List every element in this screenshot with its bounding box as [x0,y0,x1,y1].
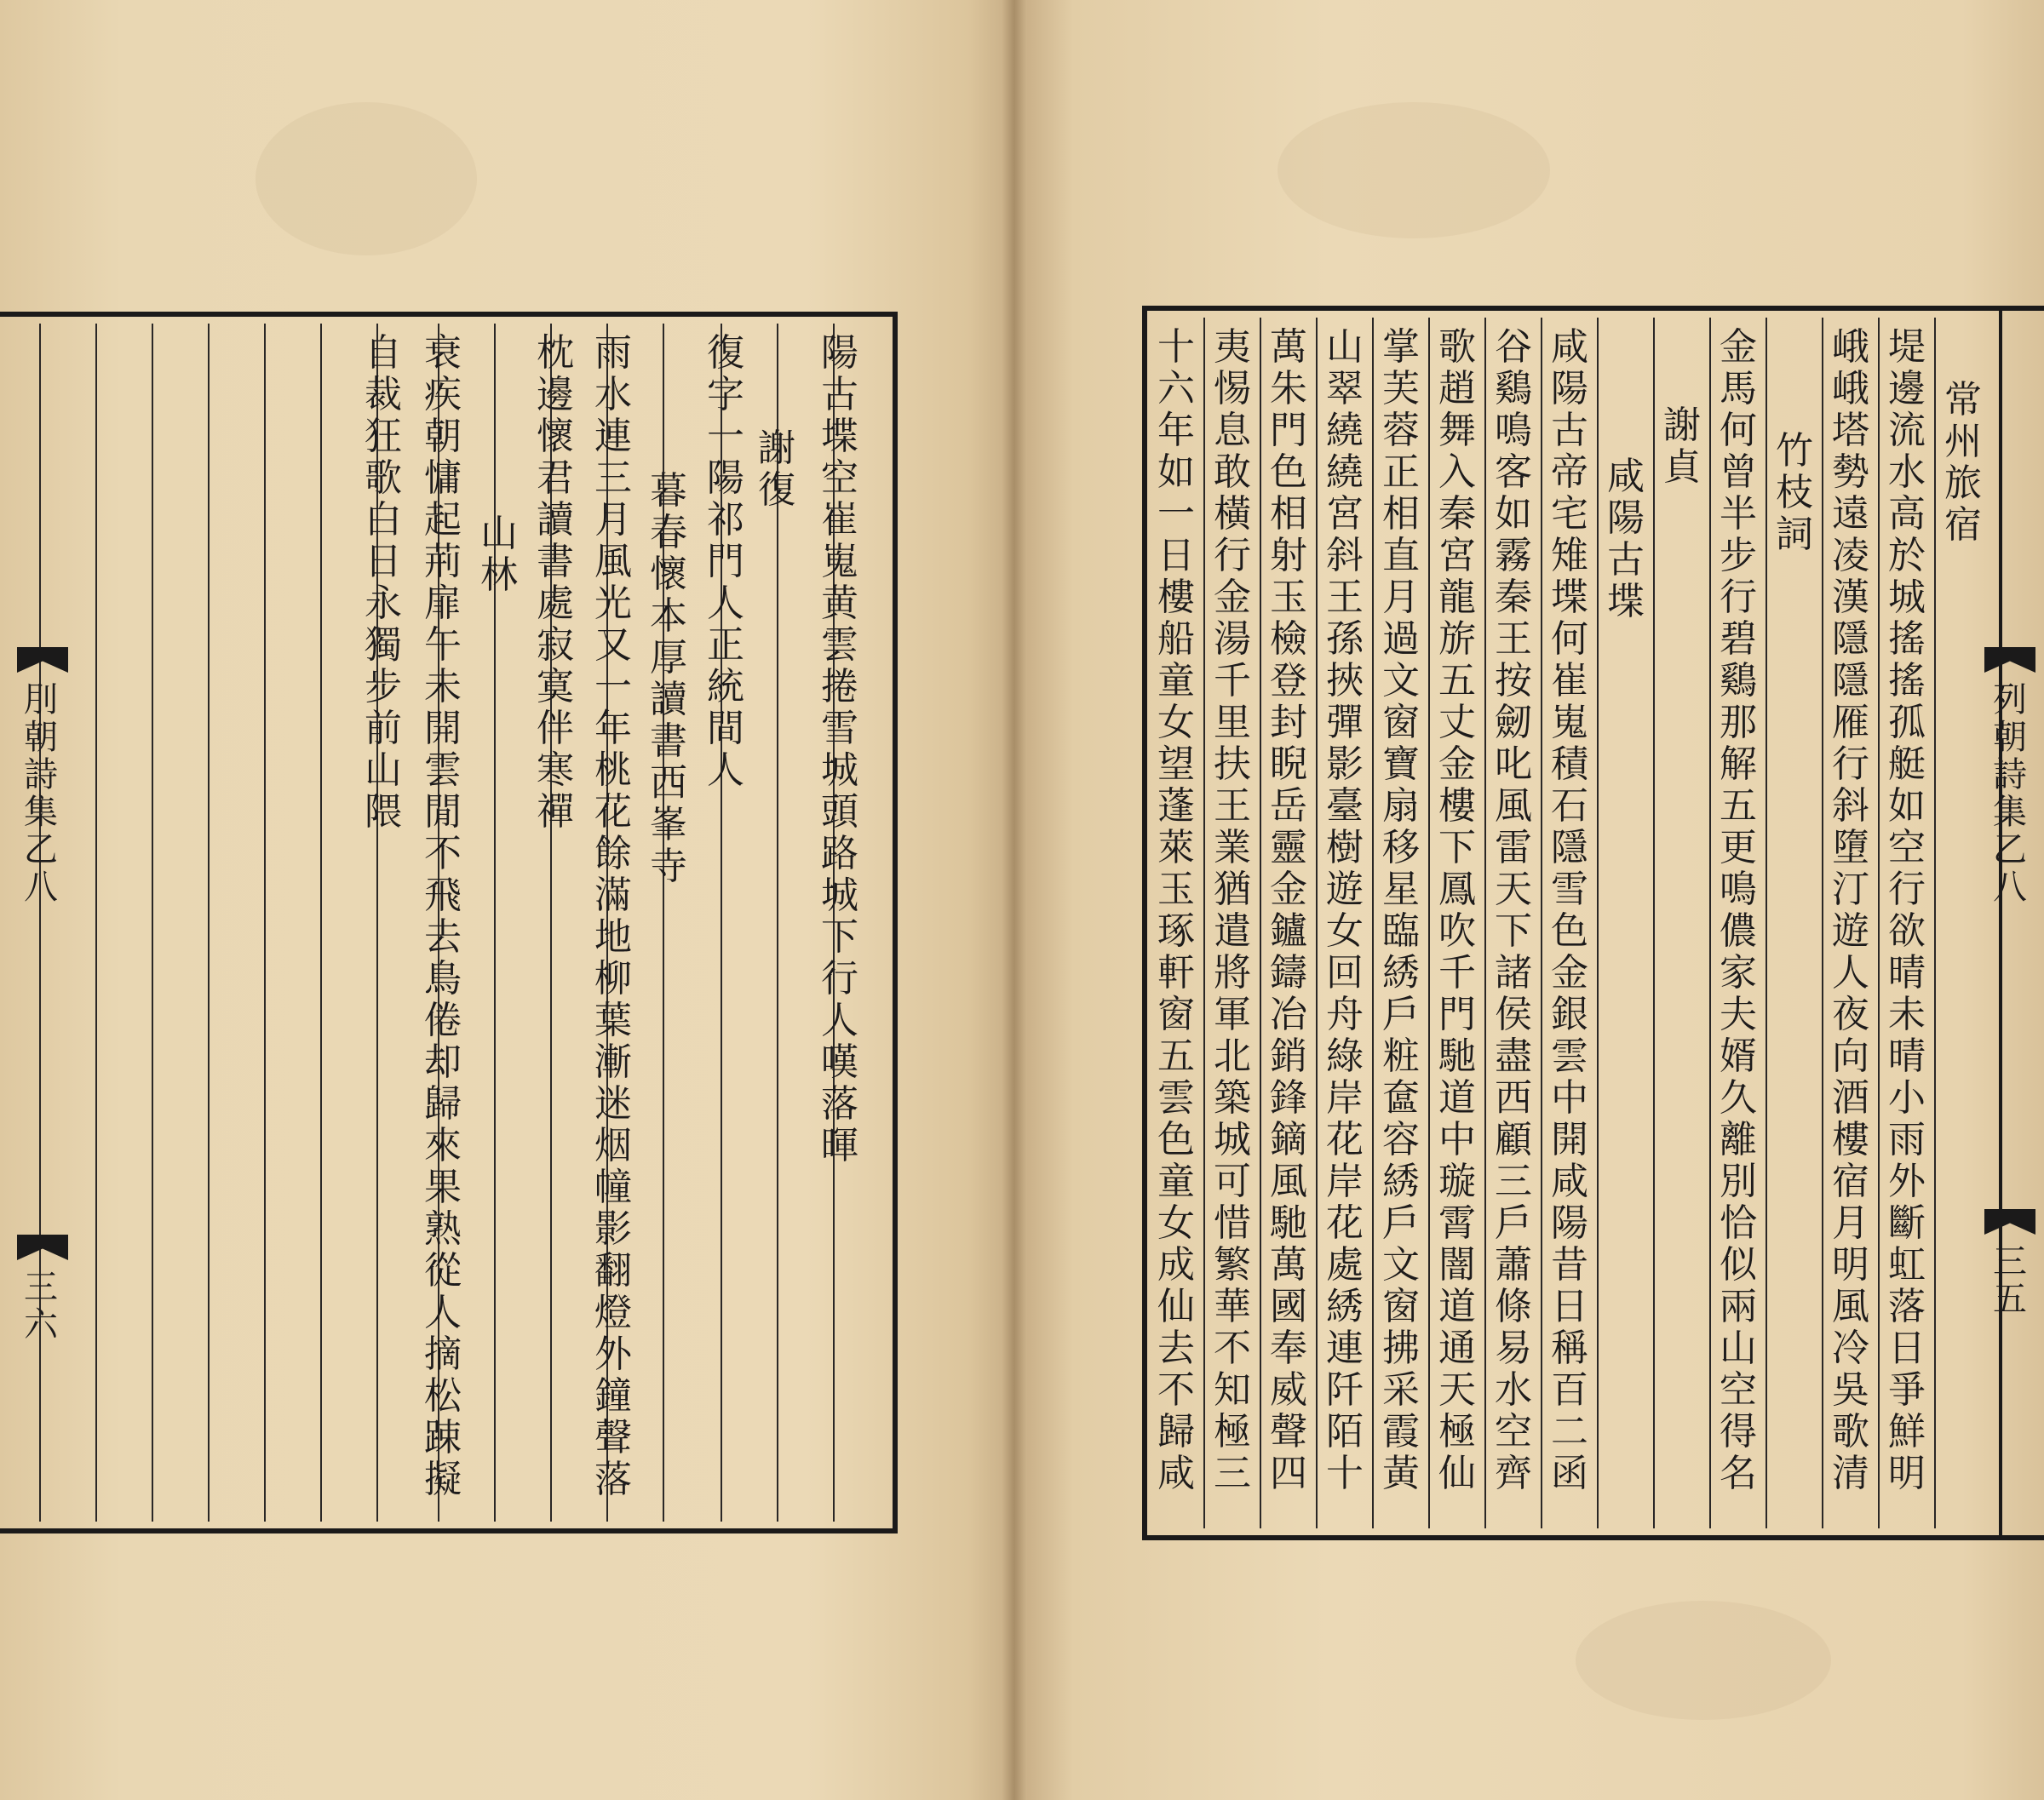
right-fold-page: 三 五 [1993,1242,2027,1319]
text-column: 咸 陽 古 堞 [1607,455,1645,623]
text-column: 枕 邊 懷 君 讀 書 處 寂 寞 伴 寒 禪 [537,331,574,834]
column-rule [1428,318,1430,1528]
text-column: 金 馬 何 曾 半 步 行 碧 鷄 那 解 五 更 鳴 儂 家 夫 婿 久 離 別 恰 似 兩 山 空 得 名 [1720,325,1757,1495]
column-rule [1653,318,1655,1528]
text-column: 山 翠 繞 繞 宮 斜 王 孫 挾 彈 影 臺 樹 遊 女 回 舟 綠 岸 花 岸 花 處 綉 連 阡 陌 十 [1326,325,1364,1495]
column-rule [95,324,97,1522]
column-rule [152,324,153,1522]
text-column: 暮 春 懷 本 厚 讀 書 西 峯 寺 [650,469,687,888]
text-column: 谷 鷄 鳴 客 如 霧 秦 王 按 劒 叱 風 雷 天 下 諸 侯 盡 西 顧 三 戶 蕭 條 易 水 空 齊 [1495,325,1532,1495]
text-column: 常 州 旅 宿 [1944,378,1982,547]
text-column: 自 裁 狂 歌 白 日 永 獨 步 前 山 隈 [365,331,402,834]
column-rule [1878,318,1880,1528]
text-column: 雨 水 連 三 月 風 光 又 一 年 桃 花 餘 滿 地 柳 葉 漸 迷 烟 幢 影 翻 燈 外 鐘 聲 落 [594,331,632,1501]
text-column: 堤 邊 流 水 高 於 城 搖 搖 孤 艇 如 空 行 欲 晴 未 晴 小 雨 外 斷 虹 落 日 爭 鮮 明 [1888,325,1926,1495]
column-rule [1709,318,1711,1528]
text-column: 竹 枝 詞 [1776,429,1813,556]
text-column: 歌 趙 舞 入 秦 宮 龍 旂 五 丈 金 樓 下 鳳 吹 千 門 馳 道 中 璇 霄 闇 道 通 天 極 仙 [1438,325,1476,1495]
text-column: 衰 疾 朝 慵 起 荊 扉 午 未 開 雲 閒 不 飛 去 鳥 倦 却 歸 來 果 熟 從 人 摘 松 踈 擬 [424,331,462,1501]
right-fold-title: 列 朝 詩 集 乙 八 [1993,680,2027,907]
fold-margin-bar [1999,311,2002,1535]
column-rule [1203,318,1205,1528]
text-column: 復 字 一 陽 祁 門 人 正 統 間 人 [707,331,744,792]
column-rule [1541,318,1542,1528]
column-rule [1316,318,1318,1528]
paper-stain [1278,102,1550,238]
column-rule [1372,318,1374,1528]
text-column: 陽 古 堞 空 崔 嵬 黄 雲 捲 雪 城 頭 路 城 下 行 人 嘆 落 暉 [821,331,858,1167]
column-rule [1484,318,1486,1528]
book-gutter [1002,0,1027,1800]
text-column: 峨 峨 塔 勢 遠 凌 漢 隱 隱 雁 行 斜 墮 汀 遊 人 夜 向 酒 樓 宿 月 明 風 冷 吳 歌 清 [1832,325,1869,1495]
column-rule [264,324,266,1522]
column-rule [1934,318,1936,1528]
text-column: 謝 復 [758,427,795,512]
right-page-frame [1142,306,2044,1540]
column-rule [1822,318,1823,1528]
left-fold-page: 三 六 [24,1268,58,1344]
paper-stain [256,102,477,255]
left-fold-title: 刖 朝 詩 集 乙 八 [24,680,58,907]
text-column: 十 六 年 如 一 日 樓 船 童 女 望 蓬 萊 玉 琢 軒 窗 五 雲 色 童 女 成 仙 去 不 歸 咸 [1157,325,1195,1495]
text-column: 咸 陽 古 帝 宅 雉 堞 何 崔 嵬 積 石 隱 雪 色 金 銀 雲 中 開 咸 陽 昔 日 稱 百 二 函 [1551,325,1588,1495]
column-rule [1260,318,1261,1528]
column-rule [320,324,322,1522]
text-column: 萬 朱 門 色 相 射 玉 檢 登 封 睨 岳 靈 金 鑪 鑄 冶 銷 鋒 鏑 風 馳 萬 國 奉 威 聲 四 [1270,325,1307,1495]
text-column: 山 林 [480,512,518,597]
column-rule [1597,318,1599,1528]
left-page-frame [0,312,898,1533]
text-column: 謝 貞 [1663,404,1701,489]
column-rule [1766,318,1767,1528]
text-column: 掌 芙 蓉 正 相 直 月 過 文 窗 寶 扇 移 星 臨 綉 戶 粧 奩 容 綉 戶 文 窗 拂 采 霞 黃 [1382,325,1420,1495]
text-column: 夷 惕 息 敢 橫 行 金 湯 千 里 扶 王 業 猶 遣 將 軍 北 築 城 可 惜 繁 華 不 知 極 三 [1214,325,1251,1495]
column-rule [208,324,210,1522]
